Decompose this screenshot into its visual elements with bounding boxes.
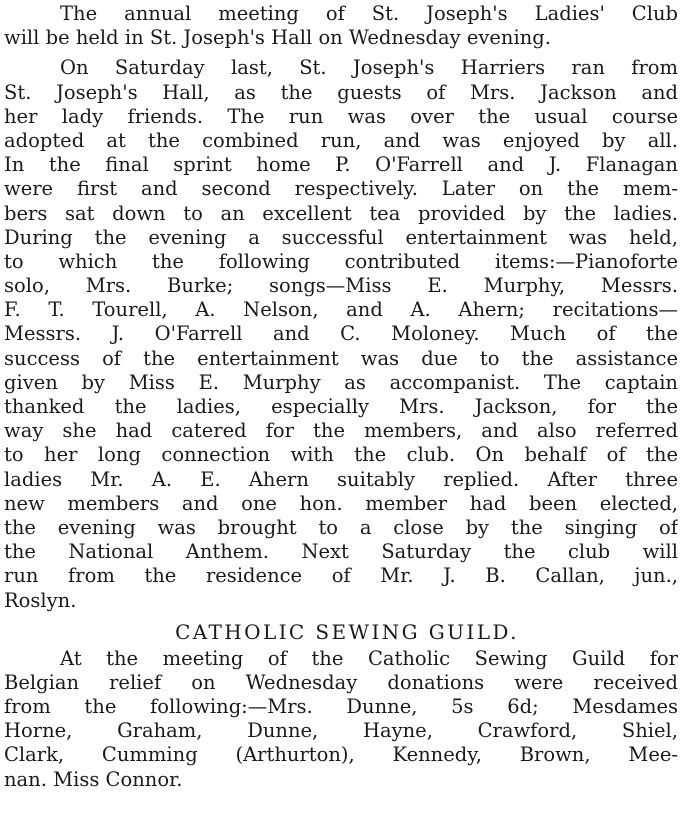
text-line: to her long connection with the club. On behalf of the	[4, 443, 678, 467]
text-line: During the evening a successful entertainment was held,	[4, 225, 678, 249]
text-line: her lady friends. The run was over the usual course	[4, 104, 678, 128]
text-line: Clark, Cumming (Arthurton), Kennedy, Brown, Mee-	[4, 743, 678, 767]
text-line: F. T. Tourell, A. Nelson, and A. Ahern; recitations—	[4, 298, 678, 322]
text-line: In the final sprint home P. O'Farrell and J. Flanagan	[4, 153, 678, 177]
text-line: Roslyn.	[4, 588, 77, 612]
text-line: On Saturday last, St. Joseph's Harriers ran from	[60, 56, 678, 80]
text-line: St. Joseph's Hall, as the guests of Mrs. Jackson and	[4, 80, 678, 104]
text-line: run from the residence of Mr. J. B. Callan, jun.,	[4, 564, 678, 588]
section-heading: CATHOLIC SEWING GUILD.	[175, 619, 519, 644]
text-line: adopted at the combined run, and was enjoyed by all.	[4, 128, 678, 152]
text-line: to which the following contributed items:—Pianoforte	[4, 249, 678, 273]
paragraph-ladies-club	[4, 2, 678, 50]
text-line: Belgian relief on Wednesday donations were received	[4, 670, 678, 694]
text-line: thanked the ladies, especially Mrs. Jackson, for the	[4, 395, 678, 418]
text-line: from the following:—Mrs. Dunne, 5s 6d; Mesdames	[4, 695, 678, 719]
text-line: bers sat down to an excellent tea provided by the ladies.	[4, 201, 678, 225]
text-line: The annual meeting of St. Joseph's Ladies' Club	[60, 2, 678, 25]
text-line: success of the entertainment was due to the assistance	[4, 346, 678, 370]
text-line: ladies Mr. A. E. Ahern suitably replied. After three	[4, 467, 678, 491]
text-line: solo, Mrs. Burke; songs—Miss E. Murphy, Messrs.	[4, 274, 678, 298]
paragraph-sewing-guild	[4, 647, 678, 792]
text-line: Horne, Graham, Dunne, Hayne, Crawford, Shiel,	[4, 719, 678, 743]
text-line: way she had catered for the members, and also referred	[4, 419, 678, 443]
paragraph-harriers-run	[4, 56, 678, 612]
text-line: nan. Miss Connor.	[4, 767, 183, 791]
text-line: the evening was brought to a close by the singing of	[4, 515, 678, 539]
text-line: new members and one hon. member had been elected,	[4, 491, 678, 515]
text-line: Messrs. J. O'Farrell and C. Moloney. Much of the	[4, 322, 678, 346]
text-line: will be held in St. Joseph's Hall on Wednesday evening.	[4, 26, 551, 50]
text-line: At the meeting of the Catholic Sewing Guild for	[60, 646, 678, 670]
text-line: were first and second respectively. Later on the mem-	[4, 177, 678, 201]
text-line: the National Anthem. Next Saturday the club will	[4, 540, 678, 564]
text-line: given by Miss E. Murphy as accompanist. The captain	[4, 370, 678, 394]
